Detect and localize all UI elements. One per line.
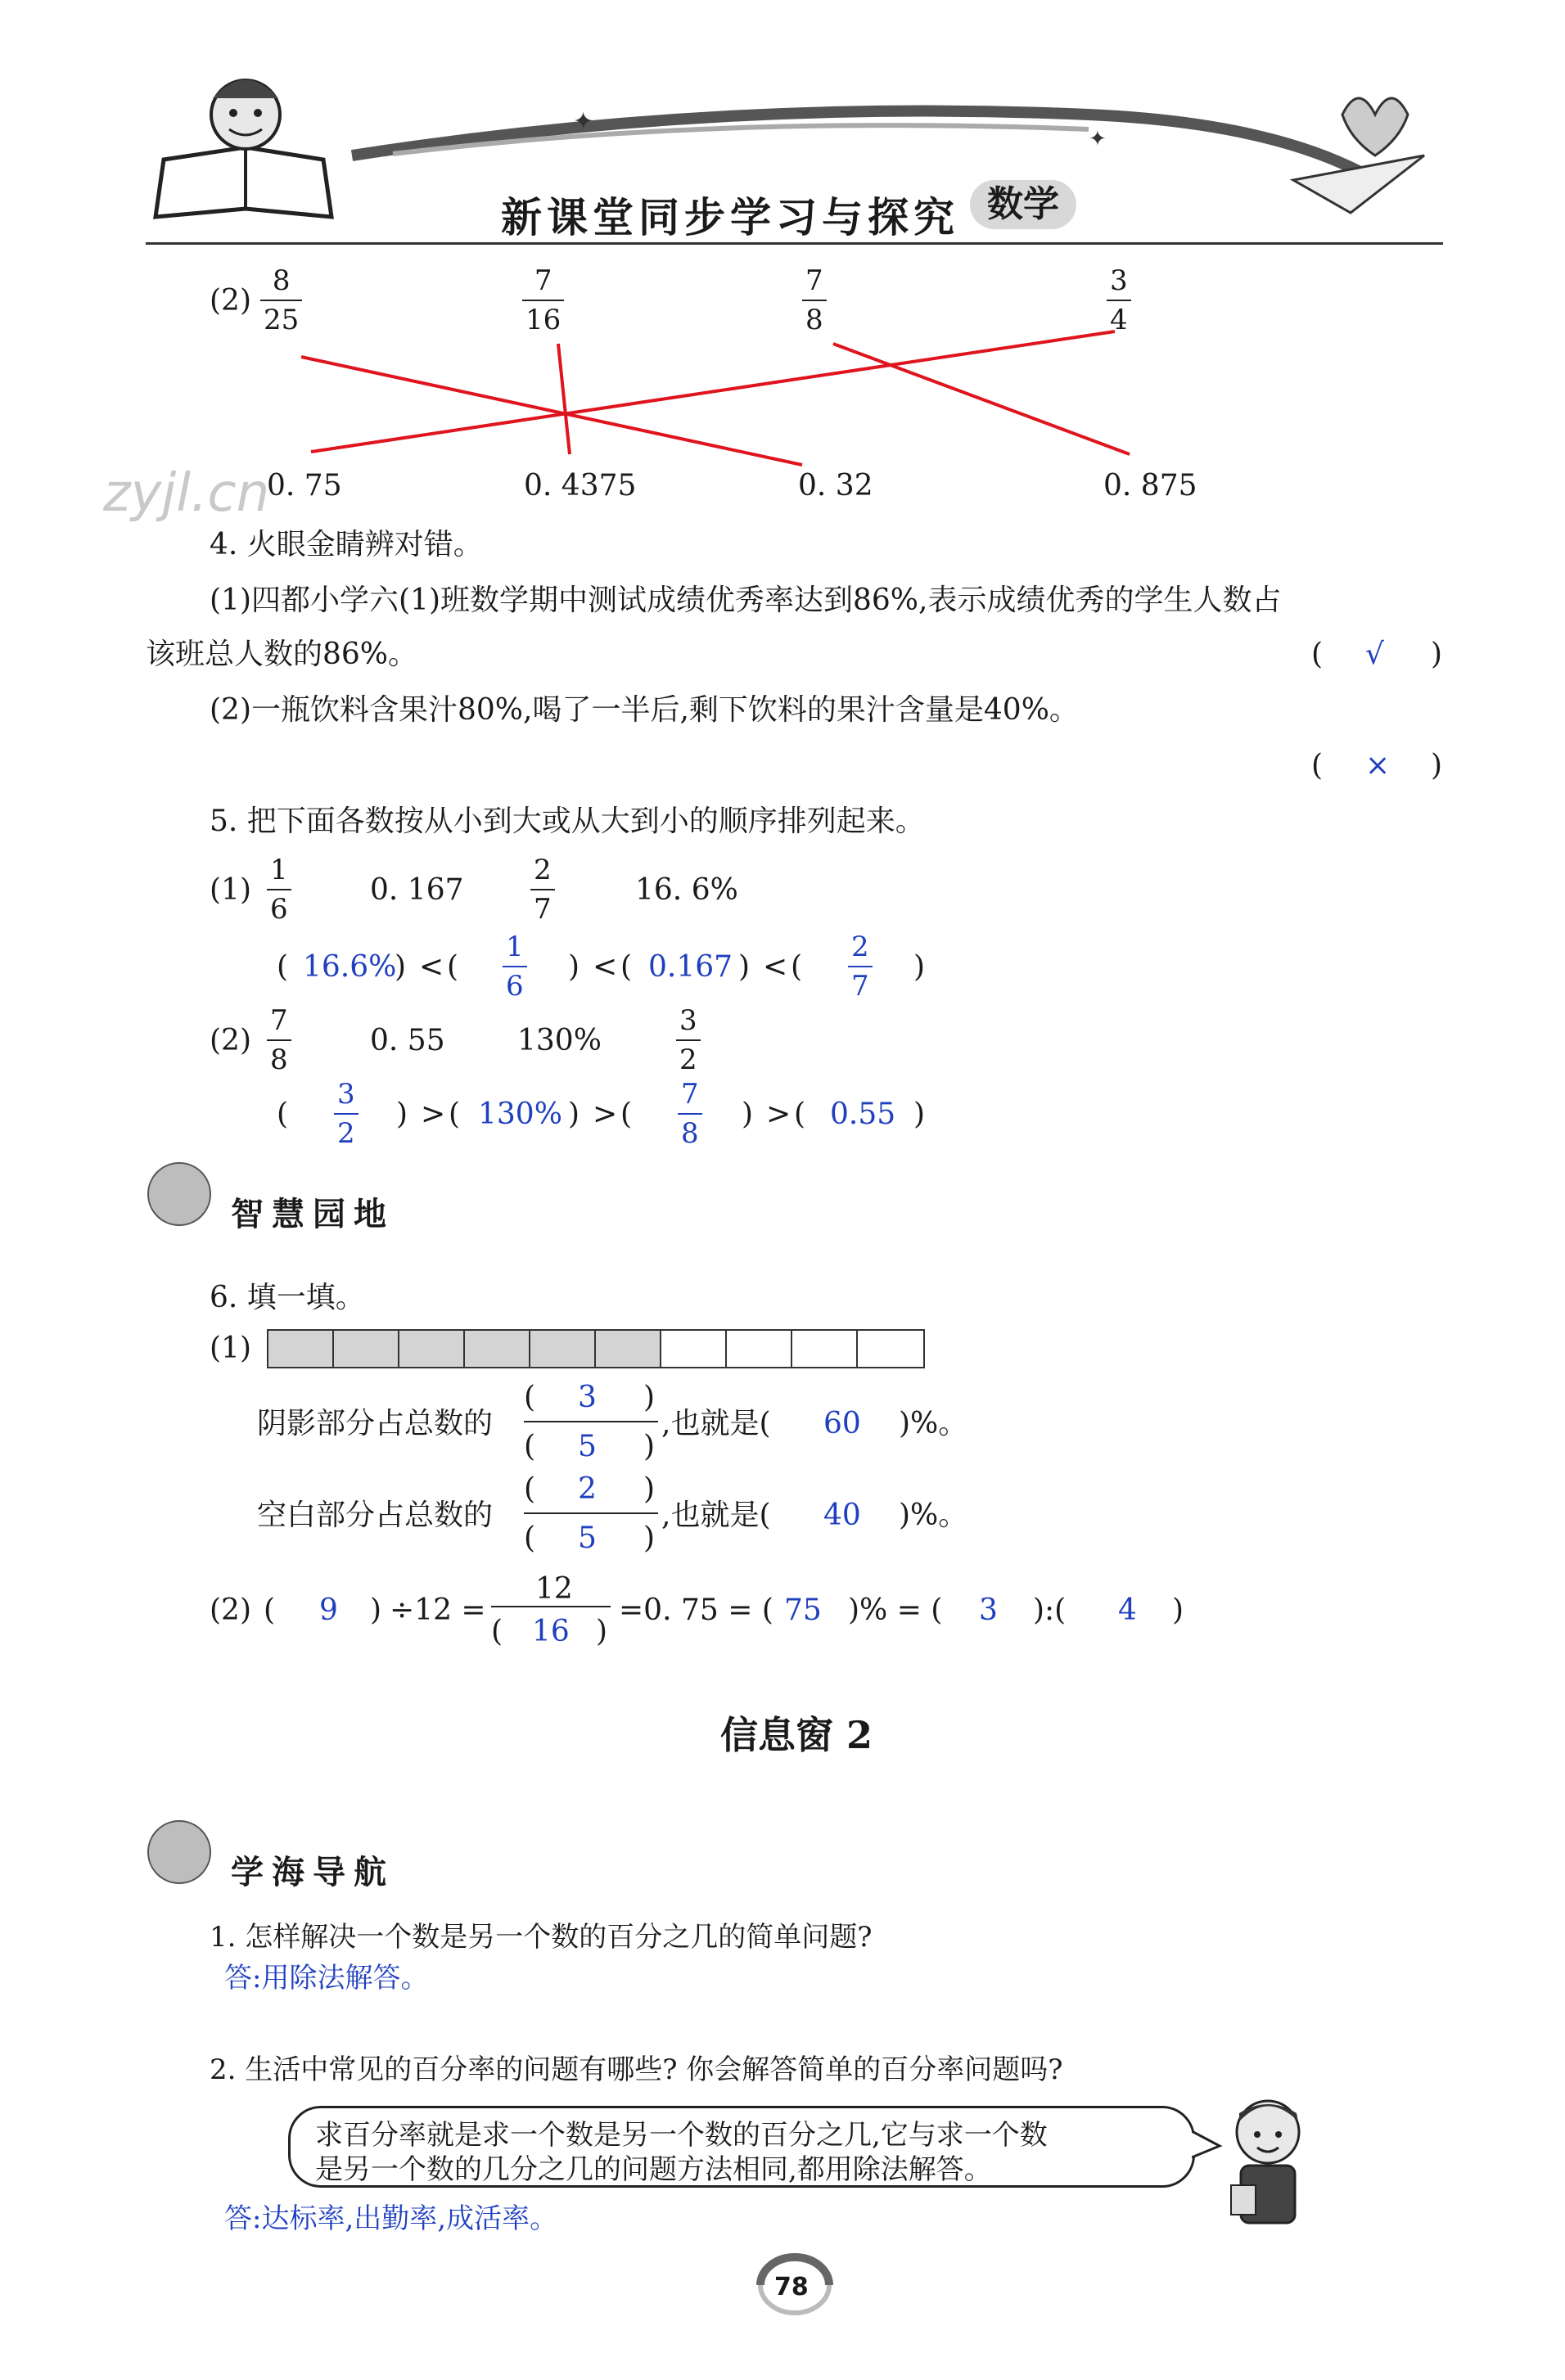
q5-part2-answer2: 130% bbox=[478, 1098, 562, 1131]
p2-dividend: 9 bbox=[319, 1593, 338, 1627]
less-than: < bbox=[419, 950, 444, 984]
greater-than: > bbox=[593, 1098, 618, 1131]
q5-title: 5. 把下面各数按从小到大或从大到小的顺序排列起来。 bbox=[210, 805, 925, 838]
fraction: $\frac{3}{2}$ bbox=[676, 1007, 701, 1074]
q6-title: 6. 填一填。 bbox=[210, 1281, 365, 1314]
p2-pct-suffix: )% = ( bbox=[848, 1593, 943, 1627]
fraction: $\frac{8}{25}$ bbox=[260, 267, 302, 334]
match-line bbox=[311, 331, 1115, 452]
bar-cell-shaded bbox=[268, 1331, 334, 1367]
greater-than: > bbox=[421, 1098, 446, 1131]
boy-telescope-icon bbox=[147, 1820, 211, 1884]
fraction: $\frac{7}{8}$ bbox=[267, 1007, 291, 1074]
match-line bbox=[301, 357, 802, 465]
boy-holding-book-icon bbox=[1223, 2095, 1313, 2234]
blank-numerator: 2 bbox=[578, 1472, 597, 1506]
p2-ratio-b: 4 bbox=[1118, 1593, 1137, 1627]
match-line bbox=[558, 344, 570, 454]
fraction-bar-line bbox=[524, 1421, 658, 1422]
paren-open: ( bbox=[1311, 638, 1324, 671]
paren-open: ( bbox=[524, 1430, 536, 1463]
paren-open: ( bbox=[791, 950, 803, 984]
paren-close: ) bbox=[1172, 1593, 1184, 1627]
less-than: < bbox=[763, 950, 788, 984]
match-line bbox=[833, 344, 1130, 454]
paren-open: ( bbox=[277, 1098, 289, 1131]
bar-cell-shaded bbox=[334, 1331, 399, 1367]
paren-close: ) bbox=[742, 1098, 754, 1131]
paren-open: ( bbox=[264, 1593, 276, 1627]
pct-suffix: )%。 bbox=[899, 1499, 968, 1532]
section-wisdom-title: 智慧园地 bbox=[231, 1196, 395, 1233]
paren-open: ( bbox=[1311, 749, 1324, 782]
q5-part1-answer3: 0.167 bbox=[648, 950, 733, 984]
number: 16. 6% bbox=[635, 873, 738, 907]
paren-close: ) bbox=[596, 1615, 608, 1648]
less-than: < bbox=[593, 950, 618, 984]
p2-frac-denominator: 16 bbox=[532, 1615, 570, 1648]
q5-part1-answer4: $\frac{2}{7}$ bbox=[848, 933, 873, 1000]
nav-a1: 答:用除法解答。 bbox=[224, 1962, 429, 1995]
q4-item2: (2)一瓶饮料含果汁80%,喝了一半后,剩下饮料的果汁含量是40%。 bbox=[210, 693, 1079, 727]
speech-tail bbox=[1192, 2123, 1224, 2164]
p2-eq: =0. 75 = ( bbox=[619, 1593, 773, 1627]
p2-ratio-a: 3 bbox=[979, 1593, 998, 1627]
bar-cell-shaded bbox=[530, 1331, 596, 1367]
paren-open: ( bbox=[794, 1098, 806, 1131]
p2-frac-numerator: 12 bbox=[535, 1572, 573, 1606]
paren-close: ) bbox=[643, 1521, 656, 1555]
fraction: $\frac{7}{16}$ bbox=[522, 267, 564, 334]
q5-part2-label: (2) bbox=[210, 1024, 251, 1057]
speech-bubble bbox=[288, 2106, 1195, 2188]
svg-text:✦: ✦ bbox=[1089, 127, 1107, 151]
section-info-title: 信息窗 2 bbox=[720, 1713, 873, 1757]
fraction: $\frac{2}{7}$ bbox=[530, 856, 555, 923]
blank-denominator: 5 bbox=[578, 1521, 597, 1555]
shaded-prefix: 阴影部分占总数的 bbox=[257, 1407, 494, 1440]
decimal: 0. 4375 bbox=[524, 469, 637, 503]
paren-close: ) bbox=[1431, 638, 1443, 671]
nav-a2: 答:达标率,出勤率,成活率。 bbox=[224, 2202, 558, 2235]
header-title: 新课堂同步学习与探究 bbox=[501, 194, 959, 241]
paren-close: ) bbox=[913, 1098, 926, 1131]
q5-part1-label: (1) bbox=[210, 873, 251, 907]
paren-open: ( bbox=[620, 950, 633, 984]
q5-part1-answer2: $\frac{1}{6}$ bbox=[503, 933, 527, 1000]
p2-percent: 75 bbox=[784, 1593, 822, 1627]
p2-colon: ):( bbox=[1033, 1593, 1067, 1627]
paren-close: ) bbox=[395, 950, 407, 984]
blank-percent: 40 bbox=[823, 1499, 861, 1532]
q5-part2-answer3: $\frac{7}{8}$ bbox=[678, 1080, 702, 1147]
paren-open: ( bbox=[447, 950, 459, 984]
q6-part1-label: (1) bbox=[210, 1332, 251, 1365]
q5-part2-answer4: 0.55 bbox=[830, 1098, 896, 1131]
paren-close: ) bbox=[643, 1472, 656, 1506]
fraction: $\frac{3}{4}$ bbox=[1107, 267, 1131, 334]
blank-mid: ,也就是( bbox=[661, 1499, 771, 1532]
paren-open: ( bbox=[524, 1381, 536, 1414]
boy-reading-icon bbox=[147, 1162, 211, 1226]
bar-cell-shaded bbox=[399, 1331, 465, 1367]
greater-than: > bbox=[766, 1098, 792, 1131]
paren-open: ( bbox=[524, 1521, 536, 1555]
q5-part2-answer1: $\frac{3}{2}$ bbox=[334, 1080, 359, 1147]
q5-part1-answer1: 16.6% bbox=[303, 950, 397, 984]
bar-cell-blank bbox=[661, 1331, 727, 1367]
paren-open: ( bbox=[449, 1098, 461, 1131]
p2-div: ÷12 = bbox=[390, 1593, 486, 1627]
svg-text:✦: ✦ bbox=[573, 107, 594, 136]
matching-lines bbox=[0, 0, 1565, 507]
paren-close: ) bbox=[568, 950, 580, 984]
blank-prefix: 空白部分占总数的 bbox=[257, 1499, 494, 1532]
page-number: 78 bbox=[774, 2273, 809, 2301]
subject-badge: 数学 bbox=[970, 180, 1076, 229]
q4-title: 4. 火眼金睛辨对错。 bbox=[210, 528, 483, 561]
paren-close: ) bbox=[1431, 749, 1443, 782]
number: 0. 167 bbox=[370, 873, 464, 907]
shaded-denominator: 5 bbox=[578, 1430, 597, 1463]
q6-part2-label: (2) bbox=[210, 1593, 251, 1627]
shaded-numerator: 3 bbox=[578, 1381, 597, 1414]
pct-suffix: )%。 bbox=[899, 1407, 968, 1440]
shaded-mid: ,也就是( bbox=[661, 1407, 771, 1440]
number: 0. 55 bbox=[370, 1024, 445, 1057]
bar-cell-blank bbox=[792, 1331, 858, 1367]
bar-cell-shaded bbox=[465, 1331, 530, 1367]
number: 130% bbox=[517, 1024, 602, 1057]
fraction-bar-line bbox=[491, 1606, 611, 1607]
fraction: $\frac{1}{6}$ bbox=[267, 856, 291, 923]
bar-cell-blank bbox=[858, 1331, 923, 1367]
paren-close: ) bbox=[738, 950, 751, 984]
bar-cell-blank bbox=[727, 1331, 792, 1367]
fraction: $\frac{7}{8}$ bbox=[802, 267, 827, 334]
nav-q2: 2. 生活中常见的百分率的问题有哪些? 你会解答简单的百分率问题吗? bbox=[210, 2053, 1063, 2086]
fraction-bar-line bbox=[524, 1512, 658, 1514]
q4-item1-answer: √ bbox=[1365, 638, 1384, 671]
q4-item1-line1: (1)四都小学六(1)班数学期中测试成绩优秀率达到86%,表示成绩优秀的学生人数占 bbox=[210, 584, 1282, 617]
paren-close: ) bbox=[396, 1098, 408, 1131]
speech-line-1: 求百分率就是求一个数是另一个数的百分之几,它与求一个数 bbox=[315, 2119, 1048, 2152]
speech-line-2: 是另一个数的几分之几的问题方法相同,都用除法解答。 bbox=[315, 2153, 992, 2186]
nav-q1: 1. 怎样解决一个数是另一个数的百分之几的简单问题? bbox=[210, 1921, 873, 1954]
paren-close: ) bbox=[643, 1430, 656, 1463]
decimal: 0. 75 bbox=[267, 469, 342, 503]
bar-cell-shaded bbox=[596, 1331, 661, 1367]
paren-open: ( bbox=[491, 1615, 503, 1648]
q4-item2-answer: × bbox=[1365, 749, 1391, 782]
shaded-percent: 60 bbox=[823, 1407, 861, 1440]
decimal: 0. 875 bbox=[1103, 469, 1197, 503]
fraction-bar bbox=[267, 1329, 925, 1368]
paren-open: ( bbox=[524, 1472, 536, 1506]
decimal: 0. 32 bbox=[798, 469, 873, 503]
paren-close: ) bbox=[643, 1381, 656, 1414]
paren-open: ( bbox=[620, 1098, 633, 1131]
paren-close: ) bbox=[370, 1593, 382, 1627]
q4-item1-line2: 该班总人数的86%。 bbox=[146, 638, 418, 671]
watermark: zyjl.cn bbox=[103, 463, 270, 524]
paren-close: ) bbox=[568, 1098, 580, 1131]
q3-label: (2) bbox=[210, 284, 251, 318]
paren-close: ) bbox=[913, 950, 926, 984]
section-nav-title: 学海导航 bbox=[231, 1854, 395, 1891]
paren-open: ( bbox=[277, 950, 289, 984]
